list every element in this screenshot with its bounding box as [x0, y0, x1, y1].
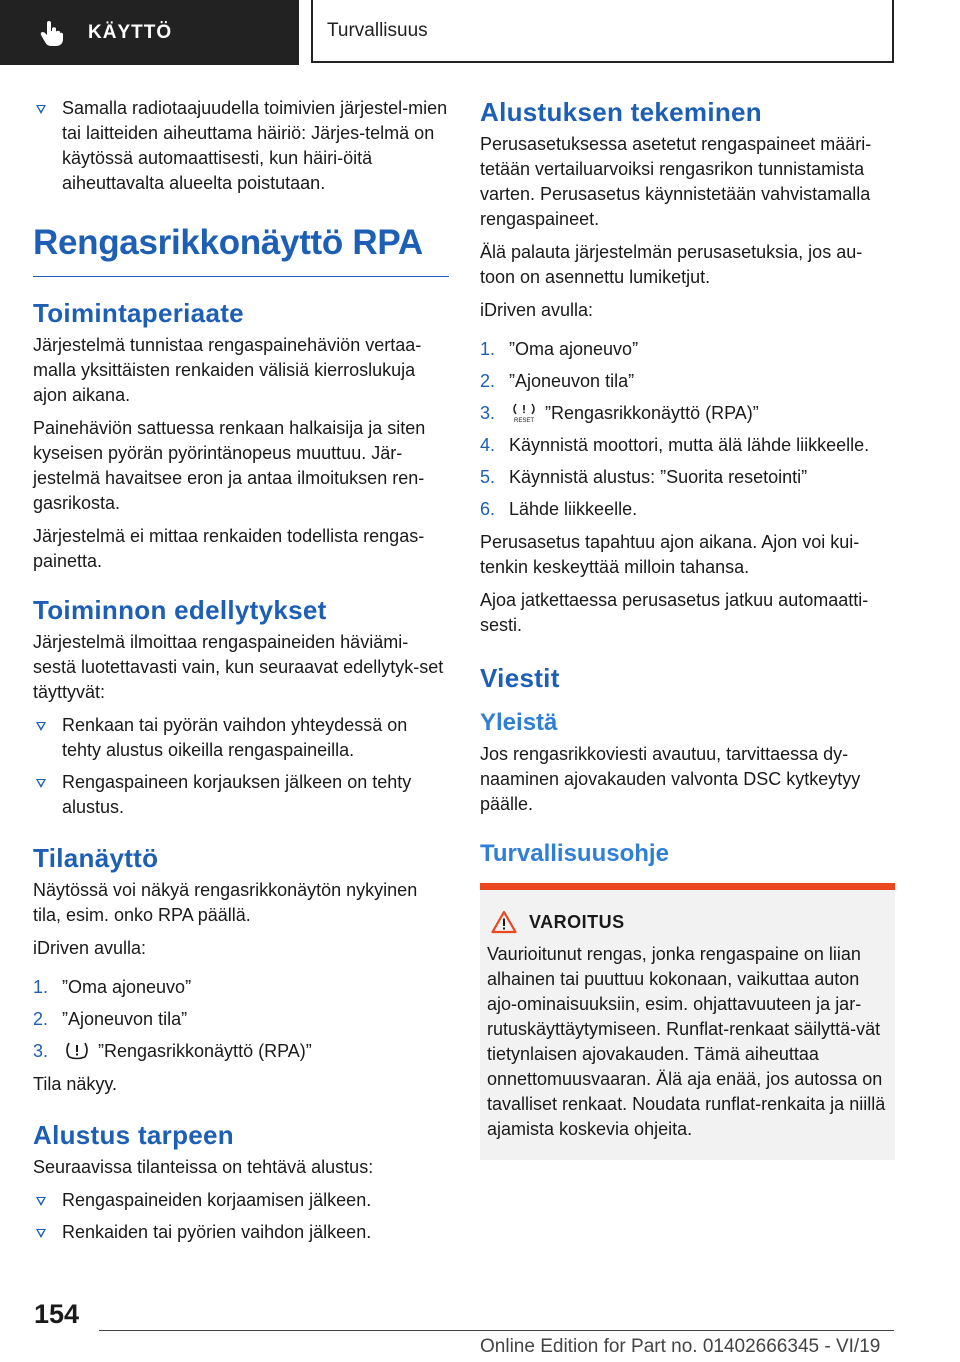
paragraph: Näytössä voi näkyä rengasrikkonäytön nykyinen tila, esim. onko RPA päällä.: [33, 880, 418, 925]
paragraph: Seuraavissa tilanteissa on tehtävä alustus:: [33, 1157, 374, 1177]
list-item: Samalla radiotaajuudella toimivien järjestel-mien tai laitteiden aiheuttama häiriö: Järjes-telmä on käytössä automaattisesti, kun häiri-öitä aiheuttavalta alueelta poistutaan.: [33, 96, 449, 196]
list-item: 2. ”Ajoneuvon tila”: [33, 1009, 188, 1029]
triangle-bullet-icon: [36, 1229, 46, 1238]
tila-steps: [33, 975, 449, 1064]
left-column: [33, 96, 449, 1253]
right-column: [480, 96, 895, 1160]
intro-bullet-list: [33, 96, 449, 196]
section-tab: [0, 0, 299, 65]
paragraph: Perusasetuksessa asetetut rengaspaineet määri-tetään vertailuarvoiksi rengasrikon tunnistamista varten. Perusasetus käynnistetään vahvistamalla rengaspaineet.: [480, 134, 872, 229]
triangle-bullet-icon: [36, 105, 46, 114]
page-header: [0, 0, 960, 66]
chapter-title: Turvallisuus: [327, 19, 428, 41]
triangle-bullet-icon: [36, 1197, 46, 1206]
hand-pointer-icon: [38, 19, 66, 47]
triangle-bullet-icon: [36, 722, 46, 731]
paragraph: Järjestelmä ilmoittaa rengaspaineiden häviämi-sestä luotettavasti vain, kun seuraavat edellytyk-set täyttyvät:: [33, 632, 444, 702]
list-item: 3. RESET ”Rengasrikkonäyttö (RPA)”: [480, 403, 759, 423]
heading-viestit: Viestit: [480, 663, 560, 693]
heading-edellytykset: Toiminnon edellytykset: [33, 595, 327, 625]
svg-text:RESET: RESET: [513, 418, 535, 423]
footer-divider: [99, 1330, 894, 1331]
warning-header: [487, 910, 887, 934]
warning-box: [480, 883, 895, 1160]
list-item: 4. Käynnistä moottori, mutta älä lähde liikkeelle.: [480, 435, 870, 455]
heading-turvallisuusohje: Turvallisuusohje: [480, 840, 669, 867]
paragraph: Jos rengasrikkoviesti avautuu, tarvittaessa dy-naaminen ajovakauden valvonta DSC kytkeytyy päälle.: [480, 744, 861, 814]
page-title: Rengasrikkonäyttö RPA: [33, 222, 449, 277]
edition-text: Online Edition for Part no. 01402666345 - VI/19: [480, 1336, 881, 1357]
paragraph: Ajoa jatkettaessa perusasetus jatkuu automaatti-sesti.: [480, 590, 869, 635]
list-item: Rengaspaineiden korjaamisen jälkeen.: [33, 1188, 449, 1213]
list-item: Renkaiden tai pyörien vaihdon jälkeen.: [33, 1220, 449, 1245]
chapter-tab: [311, 0, 894, 63]
alustus-list: [33, 1188, 449, 1245]
alustus-steps: [480, 337, 895, 522]
tire-pressure-reset-icon: [511, 403, 537, 423]
warning-triangle-icon: [491, 910, 517, 934]
heading-toimintaperiaate: Toimintaperiaate: [33, 298, 244, 328]
list-item: 6. Lähde liikkeelle.: [480, 499, 638, 519]
warning-text: Vaurioitunut rengas, jonka rengaspaine on liian alhainen tai puuttuu kokonaan, vaikuttaa auton ajo-ominaisuuksiin, esim. ohjattavuuteen ja jar-rutuskäyttäytymiseen. Runflat-renkaat säilyttä-vät tietynlaisen ajovakauden. Tämä aiheuttaa onnettomuusvaaran. Älä aja enää, jos autossa on tavalliset renkaat. Noudata runflat-renkaita ja niillä ajamista koskevia ohjeita.: [487, 944, 886, 1139]
paragraph: iDriven avulla:: [480, 300, 594, 320]
heading-alustuksen-tekeminen: Alustuksen tekeminen: [480, 97, 762, 127]
page-number: 154: [34, 1299, 80, 1329]
warning-label: VAROITUS: [529, 911, 625, 932]
paragraph: Järjestelmä ei mittaa renkaiden todellista rengas-painetta.: [33, 526, 425, 571]
list-item: Rengaspaineen korjauksen jälkeen on tehty alustus.: [33, 770, 449, 820]
list-item: 1. ”Oma ajoneuvo”: [33, 977, 192, 997]
list-item: 5. Käynnistä alustus: ”Suorita resetointi”: [480, 467, 808, 487]
list-item: 2. ”Ajoneuvon tila”: [480, 371, 635, 391]
page-footer: [0, 1296, 960, 1362]
heading-tilanaytto: Tilanäyttö: [33, 843, 159, 873]
list-item: 1. ”Oma ajoneuvo”: [480, 339, 639, 359]
paragraph: iDriven avulla:: [33, 938, 147, 958]
triangle-bullet-icon: [36, 779, 46, 788]
heading-yleista: Yleistä: [480, 709, 558, 736]
paragraph: Järjestelmä tunnistaa rengaspainehäviön vertaa-malla yksittäisten renkaiden välisiä kierroslukuja ajon aikana.: [33, 335, 422, 405]
paragraph: Älä palauta järjestelmän perusasetuksia, jos au-toon on asennettu lumiketjut.: [480, 242, 863, 287]
edellytykset-list: [33, 713, 449, 820]
tire-pressure-warning-icon: [64, 1041, 90, 1061]
heading-alustus-tarpeen: Alustus tarpeen: [33, 1120, 234, 1150]
paragraph: Painehäviön sattuessa renkaan halkaisija ja siten kyseisen pyörän pyörintänopeus muuttuu. Jär-jestelmä havaitsee eron ja antaa ilmoituksen ren-gasrikosta.: [33, 418, 426, 513]
list-item: 3. ”Rengasrikkonäyttö (RPA)”: [33, 1041, 312, 1061]
paragraph: Perusasetus tapahtuu ajon aikana. Ajon voi kui-tenkin keskeyttää milloin tahansa.: [480, 532, 860, 577]
paragraph: Tila näkyy.: [33, 1074, 118, 1094]
section-title: KÄYTTÖ: [88, 21, 173, 43]
list-item: Renkaan tai pyörän vaihdon yhteydessä on tehty alustus oikeilla rengaspaineilla.: [33, 713, 449, 763]
